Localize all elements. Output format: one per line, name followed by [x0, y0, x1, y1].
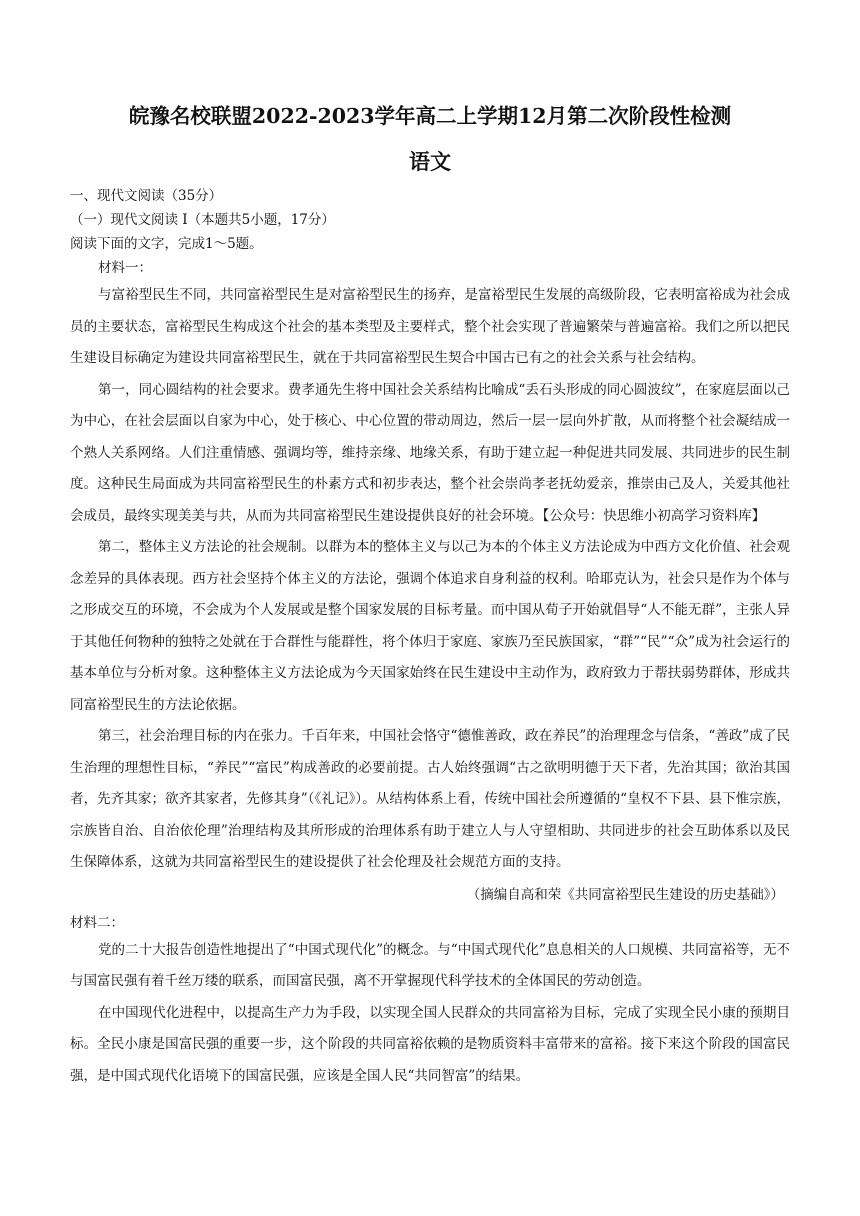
document-page [70, 100, 790, 1092]
material-one-source: （摘编自高和荣《共同富裕型民生建设的历史基础》） [466, 886, 784, 903]
material-one-label: 材料一： [98, 260, 152, 276]
material-two-paragraph-1: 党的二十大报告创造性地提出了“中国式现代化”的概念。与“中国式现代化”息息相关的人口规模、共同富裕等，无不与国富民强有着千丝万缕的联系，而国富民强，离不开掌握现代科学技术的全体国民的劳动创造。 [70, 941, 790, 989]
subject-title: 语文 [409, 149, 451, 174]
material-two-label: 材料二： [70, 914, 124, 931]
material-one-paragraph-3: 第二，整体主义方法论的社会规制。以群为本的整体主义与以己为本的个体主义方法论成为中西方文化价值、社会观念差异的具体表现。西方社会坚持个体主义的方法论，强调个体追求自身利益的权利。哈耶克认为，社会只是作为个体与之形成交互的环境，不会成为个人发展或是整个国家发展的目标考量。而中国从荀子开始就倡导“人不能无群”，主张人异于其他任何物种的独特之处就在于合群性与能群性，将个体归于家庭、家族乃至民族国家，“群”“民”“众”成为社会运行的基本单位与分析对象。这种整体主义方法论成为今天国家始终在民生建设中主动作为，政府致力于帮扶弱势群体，形成共同富裕型民生的方法论依据。 [70, 539, 790, 713]
reading-instruction: 阅读下面的文字，完成1～5题。 [70, 236, 263, 252]
material-one-paragraph-2: 第一，同心圆结构的社会要求。费孝通先生将中国社会关系结构比喻成“丢石头形成的同心圆波纹”，在家庭层面以己为中心，在社会层面以自家为中心，处于核心、中心位置的带动周边，然后一层一层向外扩散，从而将整个社会凝结成一个熟人关系网络。人们注重情感、强调均等，维持亲缘、地缘关系，有助于建立起一种促进共同发展、共同进步的民生制度。这种民生局面成为共同富裕型民生的朴素方式和初步表达，整个社会崇尚孝老抚幼爱亲，推崇由己及人，关爱其他社会成员，最终实现美美与共，从而为共同富裕型民生建设提供良好的社会环境。【公众号：快思维小初高学习资料库】 [70, 381, 790, 524]
document-title: 皖豫名校联盟2022-2023学年高二上学期12月第二次阶段性检测 [128, 104, 732, 128]
subsection-heading: （一）现代文阅读 I（本题共5小题，17分） [70, 212, 335, 228]
section-heading: 一、现代文阅读（35分） [70, 188, 223, 204]
material-one-paragraph-4: 第三，社会治理目标的内在张力。千百年来，中国社会恪守“德惟善政，政在养民”的治理理念与信条，“善政”成了民生治理的理想性目标，“养民”“富民”构成善政的必要前提。古人始终强调“古之欲明明德于天下者，先治其国；欲治其国者，先齐其家；欲齐其家者，先修其身”（《礼记》）。从结构体系上看，传统中国社会所遵循的“皇权不下县、县下惟宗族，宗族皆自治、自治依伦理”治理结构及其所形成的治理体系有助于建立人与人守望相助、共同进步的社会互助体系以及民生保障体系，这就为共同富裕型民生的建设提供了社会伦理及社会规范方面的支持。 [70, 728, 790, 870]
material-one-paragraph-1: 与富裕型民生不同，共同富裕型民生是对富裕型民生的扬弃，是富裕型民生发展的高级阶段，它表明富裕成为社会成员的主要状态，富裕型民生构成这个社会的基本类型及主要样式，整个社会实现了普遍繁荣与普遍富裕。我们之所以把民生建设目标确定为建设共同富裕型民生，就在于共同富裕型民生契合中国古已有之的社会关系与社会结构。 [70, 287, 790, 366]
material-two-paragraph-2: 在中国现代化进程中，以提高生产力为手段，以实现全国人民群众的共同富裕为目标，完成了实现全民小康的预期目标。全民小康是国富民强的重要一步，这个阶段的共同富裕依赖的是物质资料丰富带来的富裕。接下来这个阶段的国富民强，是中国式现代化语境下的国富民强，应该是全国人民“共同智富”的结果。 [70, 1004, 790, 1084]
